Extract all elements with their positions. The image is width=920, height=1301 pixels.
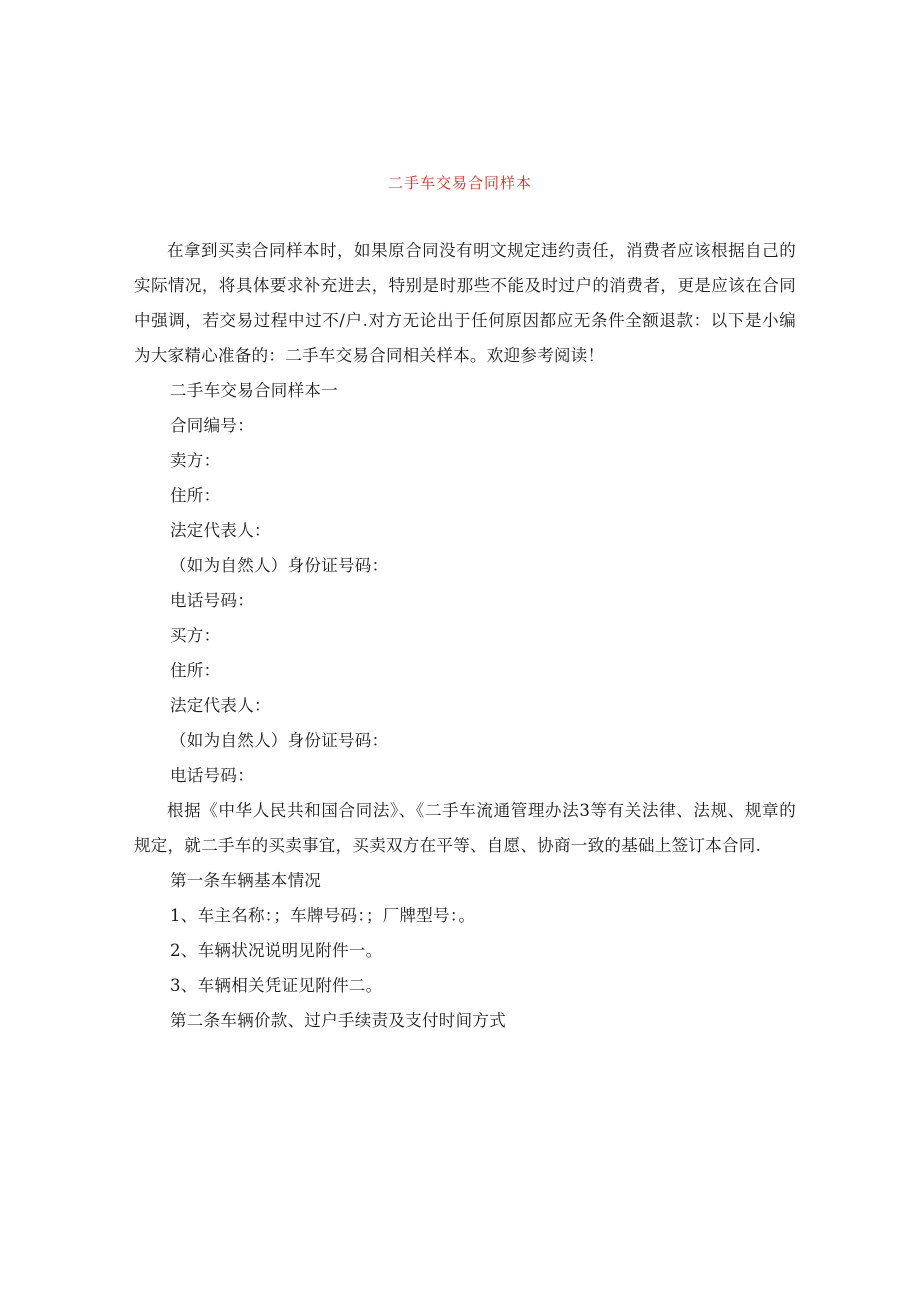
seller-id-field: （如为自然人）身份证号码： <box>170 556 389 575</box>
buyer-phone-field: 电话号码： <box>170 766 254 785</box>
seller-field: 卖方： <box>170 451 221 470</box>
article-1-title: 第一条车辆基本情况 <box>170 871 322 890</box>
article-1-item-1: 1、车主名称：；车牌号码：；厂牌型号：。 <box>170 906 476 925</box>
sample-heading: 二手车交易合同样本一 <box>170 381 338 400</box>
buyer-representative-field: 法定代表人： <box>170 696 271 715</box>
document-body <box>134 233 796 1038</box>
seller-address-field: 住所： <box>170 486 221 505</box>
basis-paragraph: 根据《中华人民共和国合同法》、《二手车流通管理办法3等有关法律、法规、规章的规定，就二手车的买卖事宜，买卖双方在平等、自愿、协商一致的基础上签订本合同. <box>134 801 796 855</box>
intro-paragraph: 在拿到买卖合同样本时，如果原合同没有明文规定违约责任，消费者应该根据自己的实际情况，将具体要求补充进去，特别是时那些不能及时过户的消费者，更是应该在合同中强调，若交易过程中过不/户.对方无论出于任何原因都应无条件全额退款：以下是小编为大家精心准备的：二手车交易合同相关样本。欢迎参考阅读！ <box>134 241 796 365</box>
buyer-address-field: 住所： <box>170 661 221 680</box>
seller-representative-field: 法定代表人： <box>170 521 271 540</box>
article-1-item-2: 2、车辆状况说明见附件一。 <box>170 941 383 960</box>
buyer-id-field: （如为自然人）身份证号码： <box>170 731 389 750</box>
buyer-field: 买方： <box>170 626 221 645</box>
seller-phone-field: 电话号码： <box>170 591 254 610</box>
document-title: 二手车交易合同样本 <box>387 174 532 192</box>
article-2-title: 第二条车辆价款、过户手续责及支付时间方式 <box>170 1011 506 1030</box>
article-1-item-3: 3、车辆相关凭证见附件二。 <box>170 976 383 995</box>
contract-number-field: 合同编号： <box>170 416 254 435</box>
